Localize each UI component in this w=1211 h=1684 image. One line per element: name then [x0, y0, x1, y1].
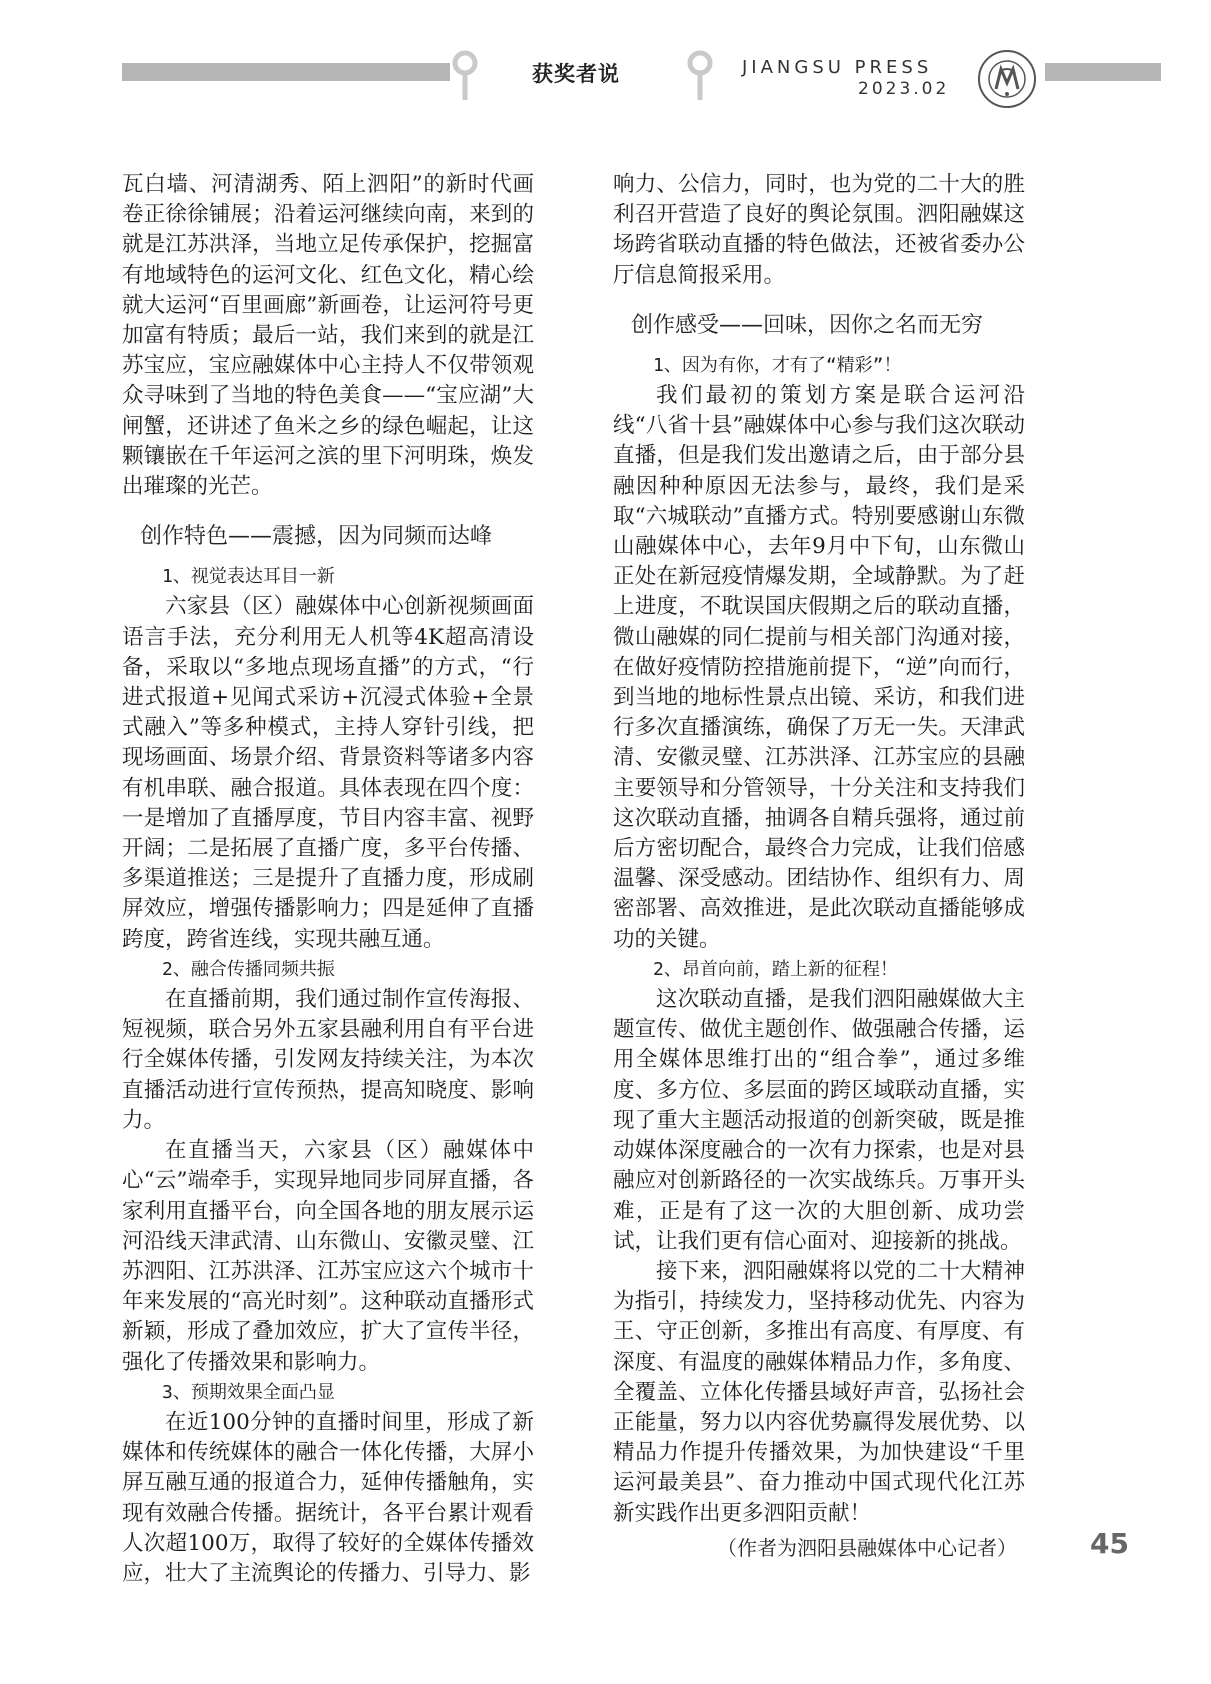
- paragraph: 这次联动直播，是我们泗阳融媒做大主题宣传、做优主题创作、做强融合传播，运用全媒体思维打出的“组合拳”，通过多维度、多方位、多层面的跨区域联动直播，实现了重大主题活动报道的创新突破，既是推动媒体深度融合的一次有力探索，也是对县融应对创新路径的一次实战练兵。万事开头难，正是有了这一次的大胆创新、成功尝试，让我们更有信心面对、迎接新的挑战。: [613, 987, 1025, 1254]
- subheading: 1、因为有你，才有了“精彩”！: [653, 354, 902, 376]
- subheading: 2、融合传播同频共振: [162, 958, 335, 980]
- issue-number: 2023.02: [858, 79, 950, 99]
- location-pin-icon: [687, 50, 713, 102]
- paragraph: 我们最初的策划方案是联合运河沿线“八省十县”融媒体中心参与我们这次联动直播，但是我们发出邀请之后，由于部分县融因种种原因无法参与，最终，我们是采取“六城联动”直播方式。特别要感谢山东微山融媒体中心，去年9月中下旬，山东微山正处在新冠疫情爆发期，全域静默。为了赶上进度，不耽误国庆假期之后的联动直播，微山融媒的同仁提前与相关部门沟通对接，在做好疫情防控措施前提下，“逆”向而行，到当地的地标性景点出镜、采访，和我们进行多次直播演练，确保了万无一失。天津武清、安徽灵璧、江苏洪泽、江苏宝应的县融主要领导和分管领导，十分关注和支持我们这次联动直播，抽调各自精兵强将，通过前后方密切配合，最终合力完成，让我们倍感温馨、深受感动。团结协作、组织有力、周密部署、高效推进，是此次联动直播能够成功的关键。: [613, 383, 1025, 952]
- section-heading: 创作感受——回味，因你之名而无穷: [631, 312, 984, 338]
- subheading: 1、视觉表达耳目一新: [162, 566, 335, 588]
- section-heading: 创作特色——震撼，因为同频而达峰: [140, 524, 493, 550]
- right-column: [613, 170, 1025, 1563]
- author-byline: （作者为泗阳县融媒体中心记者）: [717, 1535, 1017, 1560]
- left-column: [122, 170, 534, 1589]
- magazine-name: JIANGSU PRESS: [742, 57, 933, 78]
- paragraph: 接下来，泗阳融媒将以党的二十大精神为指引，持续发力，坚持移动优先、内容为王、守正创新，多推出有高度、有厚度、有深度、有温度的融媒体精品力作，多角度、全覆盖、立体化传播县域好声音，弘扬社会正能量，努力以内容优势赢得发展优势、以精品力作提升传播效果，为加快建设“千里运河最美县”、奋力推动中国式现代化江苏新实践作出更多泗阳贡献！: [613, 1258, 1025, 1526]
- subheading: 3、预期效果全面凸显: [162, 1381, 335, 1403]
- location-pin-icon: [452, 50, 478, 102]
- subheading: 2、昂首向前，踏上新的征程！: [653, 958, 898, 980]
- paragraph: 在近100分钟的直播时间里，形成了新媒体和传统媒体的融合一体化传播，大屏小屏互融互通的报道合力，延伸传播触角，实现有效融合传播。据统计，各平台累计观看人次超100万，取得了较好的全媒体传播效应，壮大了主流舆论的传播力、引导力、影: [122, 1409, 534, 1586]
- paragraph: 在直播当天，六家县（区）融媒体中心“云”端牵手，实现异地同步同屏直播，各家利用直播平台，向全国各地的朋友展示运河沿线天津武清、山东微山、安徽灵璧、江苏泗阳、江苏洪泽、江苏宝应这六个城市十年来发展的“高光时刻”。这种联动直播形式新颖，形成了叠加效应，扩大了宣传半径，强化了传播效果和影响力。: [122, 1138, 534, 1375]
- page-number: 45: [1090, 1527, 1129, 1560]
- header-bar-left: [122, 63, 450, 81]
- paragraph: 响力、公信力，同时，也为党的二十大的胜利召开营造了良好的舆论氛围。泗阳融媒这场跨省联动直播的特色做法，还被省委办公厅信息简报采用。: [613, 172, 1025, 288]
- paragraph: 在直播前期，我们通过制作宣传海报、短视频，联合另外五家县融利用自有平台进行全媒体传播，引发网友持续关注，为本次直播活动进行宣传预热，提高知晓度、影响力。: [122, 987, 534, 1133]
- section-label: 获奖者说: [532, 62, 620, 86]
- header-bar-right: [1045, 63, 1161, 81]
- paragraph: 六家县（区）融媒体中心创新视频画面语言手法，充分利用无人机等4K超高清设备，采取以“多地点现场直播”的方式，“行进式报道+见闻式采访+沉浸式体验+全景式融入”等多种模式，主持人穿针引线，把现场画面、场景介绍、背景资料等诸多内容有机串联、融合报道。具体表现在四个度：一是增加了直播厚度，节目内容丰富、视野开阔；二是拓展了直播广度，多平台传播、多渠道推送；三是提升了直播力度，形成刷屏效应，增强传播影响力；四是延伸了直播跨度，跨省连线，实现共融互通。: [122, 594, 534, 952]
- association-seal-logo: [977, 49, 1037, 109]
- paragraph: 瓦白墙、河清湖秀、陌上泗阳”的新时代画卷正徐徐铺展；沿着运河继续向南，来到的就是江苏洪泽，当地立足传承保护，挖掘富有地域特色的运河文化、红色文化，精心绘就大运河“百里画廊”新画卷，让运河符号更加富有特质；最后一站，我们来到的就是江苏宝应，宝应融媒体中心主持人不仅带领观众寻味到了当地的特色美食——“宝应湖”大闸蟹，还讲述了鱼米之乡的绿色崛起，让这颗镶嵌在千年运河之滨的里下河明珠，焕发出璀璨的光芒。: [122, 172, 534, 500]
